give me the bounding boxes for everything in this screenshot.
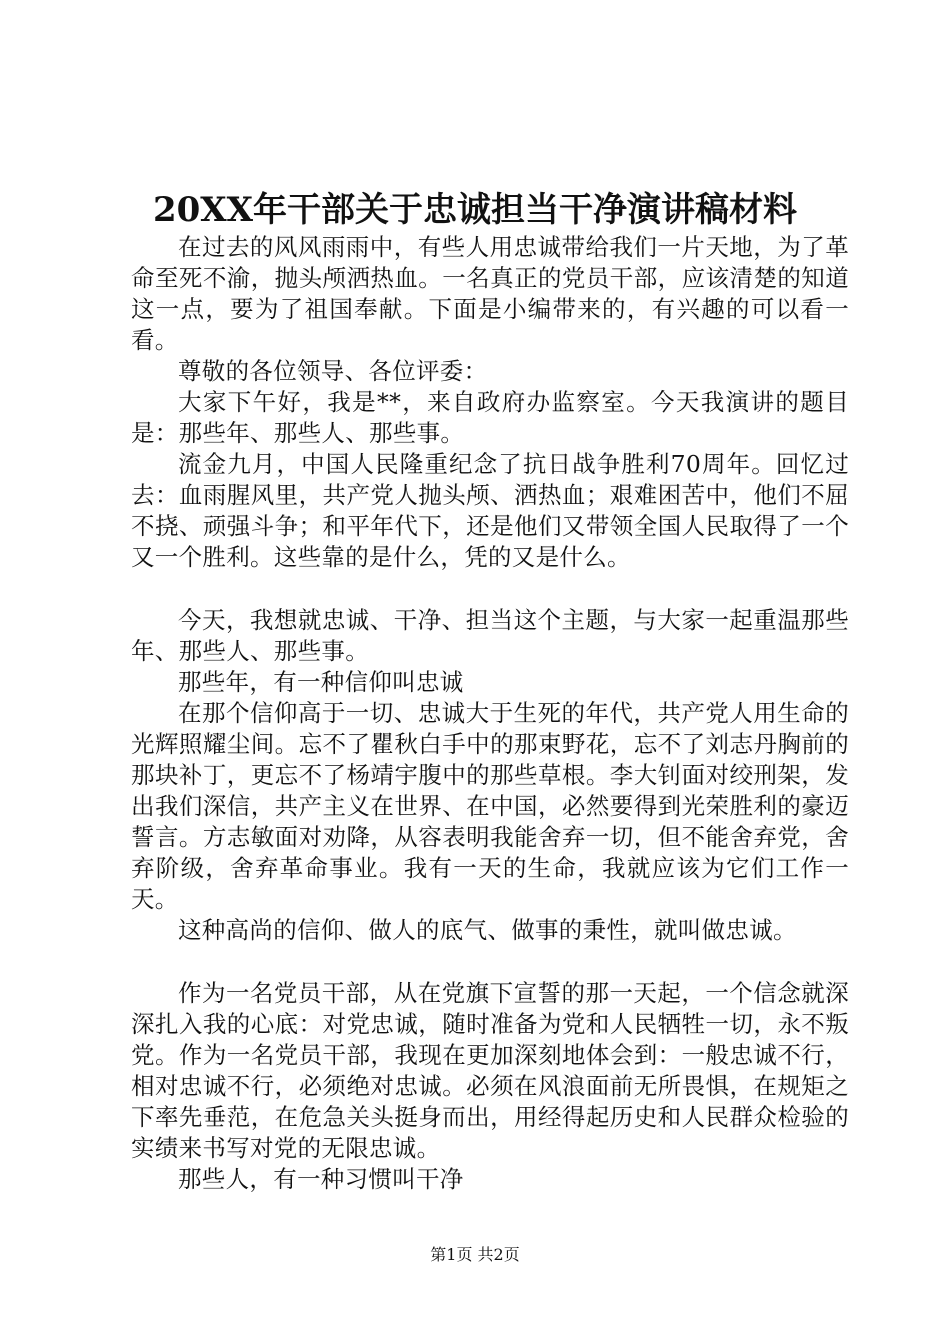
page-number-footer: 第1页 共2页 [430,1245,520,1264]
paragraph-greeting: 大家下午好，我是**，来自政府办监察室。今天我演讲的题目是：那些年、那些人、那些事。 [131,388,849,447]
paragraph-intro: 在过去的风风雨雨中，有些人用忠诚带给我们一片天地，为了革命至死不渝，抛头颅洒热血。一名真正的党员干部，应该清楚的知道这一点，要为了祖国奉献。下面是小编带来的，有兴趣的可以看一看。 [131,233,849,354]
paragraph-salutation: 尊敬的各位领导、各位评委： [178,357,488,385]
paragraph-faith-era: 在那个信仰高于一切、忠诚大于生死的年代，共产党人用生命的光辉照耀尘间。忘不了瞿秋白手中的那束野花，忘不了刘志丹胸前的那块补丁，更忘不了杨靖宇腹中的那些草根。李大钊面对绞刑架，发出我们深信，共产主义在世界、在中国，必然要得到光荣胜利的豪迈誓言。方志敏面对劝降，从容表明我能舍弃一切，但不能舍弃党，舍弃阶级，舍弃革命事业。我有一天的生命，我就应该为它们工作一天。 [131,699,849,913]
paragraph-september: 流金九月，中国人民隆重纪念了抗日战争胜利70周年。回忆过去：血雨腥风里，共产党人抛头颅、洒热血；艰难困苦中，他们不屈不挠、顽强斗争；和平年代下，还是他们又带领全国人民取得了一个又一个胜利。这些靠的是什么，凭的又是什么。 [131,450,849,571]
document-title: 20XX年干部关于忠诚担当干净演讲稿材料 [152,190,798,230]
paragraph-theme: 今天，我想就忠诚、干净、担当这个主题，与大家一起重温那些年、那些人、那些事。 [131,606,849,665]
section-heading-clean: 那些人，有一种习惯叫干净 [178,1165,464,1193]
document-body [131,232,849,1195]
section-heading-loyalty: 那些年，有一种信仰叫忠诚 [178,668,464,696]
paragraph-party-member: 作为一名党员干部，从在党旗下宣誓的那一天起，一个信念就深深扎入我的心底：对党忠诚，随时准备为党和人民牺牲一切，永不叛党。作为一名党员干部，我现在更加深刻地体会到：一般忠诚不行，相对忠诚不行，必须绝对忠诚。必须在风浪面前无所畏惧，在规矩之下率先垂范，在危急关头挺身而出，用经得起历史和人民群众检验的实绩来书写对党的无限忠诚。 [131,979,849,1162]
paragraph-loyalty-definition: 这种高尚的信仰、做人的底气、做事的秉性，就叫做忠诚。 [178,916,797,944]
